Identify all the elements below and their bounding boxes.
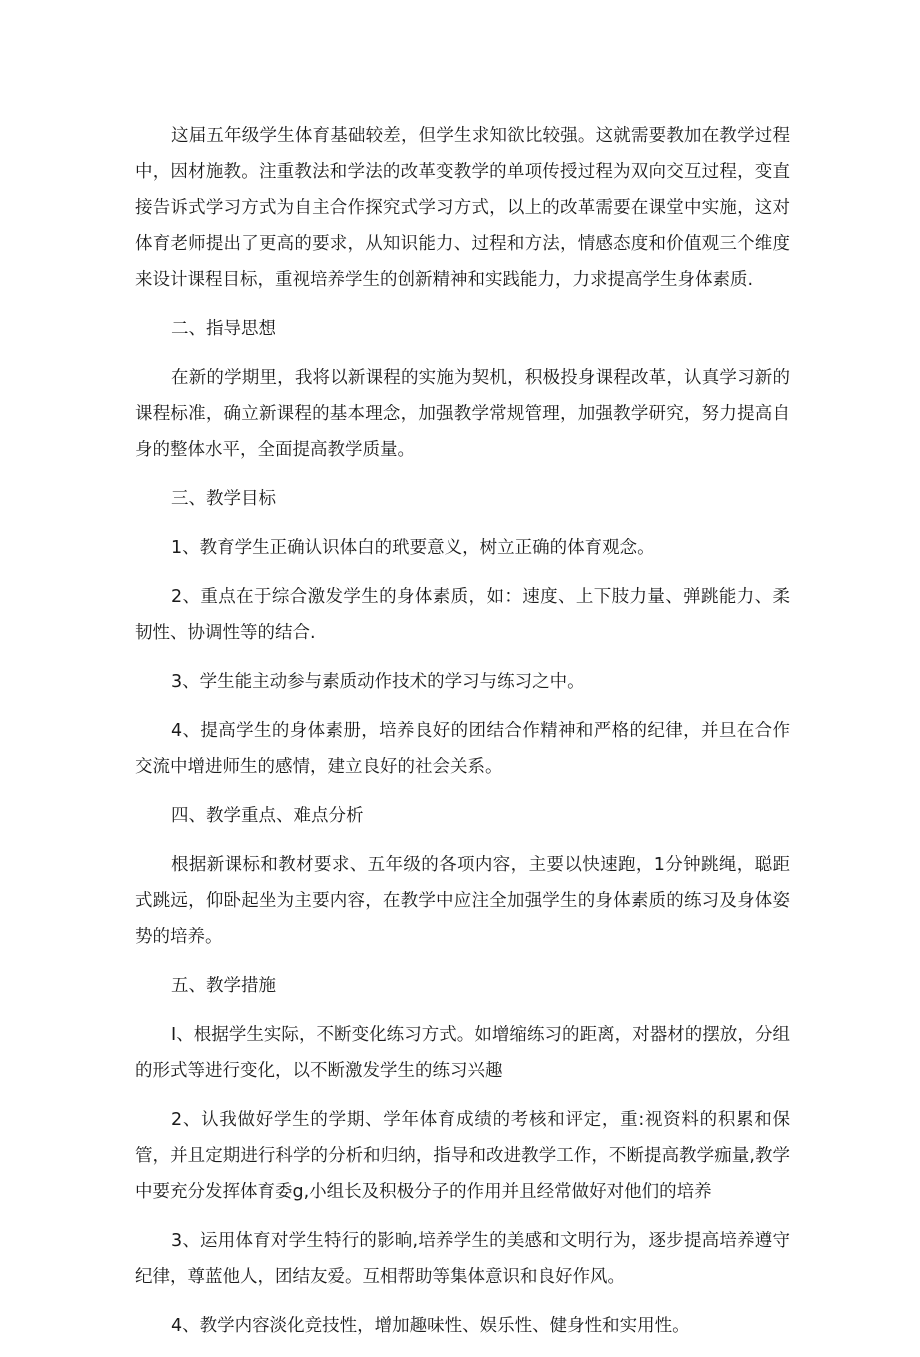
section-heading-key-points: 四、教学重点、难点分析 <box>171 806 364 826</box>
measure-item-3: 3、运用体育对学生特行的影晌,培养学生的美感和文明行为，逐步提高培养遵守纪律，尊蓝他人，团结友爱。互相帮助等集体意识和良好作风。 <box>135 1231 790 1287</box>
document-body <box>135 118 790 1357</box>
measure-item-4: 4、教学内容淡化竞技性，增加趣味性、娱乐性、健身性和实用性。 <box>171 1316 690 1336</box>
paragraph-guiding-thought: 在新的学期里，我将以新课程的实施为契机，积极投身课程改革，认真学习新的课程标准，确立新课程的基本理念，加强教学常规管理，加强教学研究，努力提高自身的整体水平，全面提高教学质量。 <box>135 368 790 460</box>
paragraph-key-points: 根据新课标和教材要求、五年级的各项内容，主要以快速跑，1分钟跳绳，聪距式跳远，仰卧起坐为主要内容，在教学中应注全加强学生的身体素质的练习及身体姿势的培养。 <box>135 855 790 947</box>
paragraph-intro: 这届五年级学生体育基础较差，但学生求知欲比较强。这就需要教加在教学过程中，因材施教。注重教法和学法的改革变教学的单项传授过程为双向交互过程，变直接告诉式学习方式为自主合作探究式学习方式，以上的改革需要在课堂中实施，这对体育老师提出了更高的要求，从知识能力、过程和方法，情感态度和价值观三个维度来设计课程目标，重视培养学生的创新精神和实践能力，力求提高学生身体素质. <box>135 126 790 290</box>
goal-item-3: 3、学生能主动参与素质动作技术的学习与练习之中。 <box>171 672 585 692</box>
goal-item-1: 1、教育学生正确认识体白的玳要意义，树立正确的体育观念。 <box>171 538 655 558</box>
goal-item-2: 2、重点在于综合激发学生的身体素质，如：速度、上下肢力量、弹跳能力、柔韧性、协调性等的结合. <box>135 587 790 643</box>
section-heading-measures: 五、教学措施 <box>171 976 276 996</box>
measure-item-2: 2、认我做好学生的学期、学年体育成绩的考核和评定，重:视资料的积累和保管，并且定期进行科学的分析和归纳，指导和改进教学工作，不断提高教学痂量,教学中要充分发挥体育委g,小组长及积极分子的作用并且经常做好对他们的培养 <box>135 1110 790 1202</box>
section-heading-teaching-goals: 三、教学目标 <box>171 489 276 509</box>
goal-item-4: 4、提高学生的身体素册，培养良好的团结合作精神和严格的纪律，并旦在合作交流中增进师生的感情，建立良好的社会关系。 <box>135 721 790 777</box>
measure-item-1: I、根据学生实际，不断变化练习方式。如增缩练习的距离，对器材的摆放，分组的形式等进行变化，以不断激发学生的练习兴趣 <box>135 1025 790 1081</box>
section-heading-guiding-thought: 二、指导思想 <box>171 319 276 339</box>
